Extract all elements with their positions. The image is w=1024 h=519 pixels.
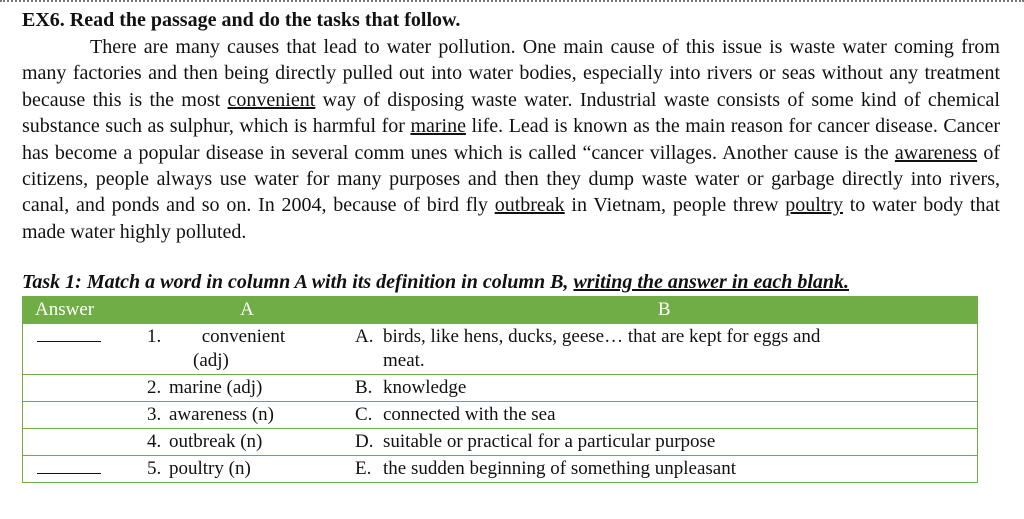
task-instruction-underlined: writing the answer in each blank. — [573, 271, 850, 293]
keyword-marine: marine — [410, 115, 466, 138]
definition-text: connected with the sea — [383, 404, 556, 425]
column-b-cell — [351, 402, 978, 429]
item-word-pos: (adj) — [193, 350, 229, 371]
item-number: 5. — [147, 458, 162, 479]
item-number: 4. — [147, 431, 162, 452]
definition-text: suitable or practical for a particular purpose — [383, 431, 716, 452]
passage-text-3: life. Lead is known as the main reason for cancer disease. Cancer has become a popular disease in several comm unes which is called “cancer villages. Another cause is the — [22, 115, 1000, 164]
answer-blank-5[interactable] — [23, 456, 144, 483]
passage-text-5: in Vietnam, people threw — [564, 194, 786, 217]
table-row — [23, 429, 978, 456]
passage-text-6: to water body that made water highly polluted. — [22, 194, 1000, 243]
definition-letter: C. — [355, 404, 373, 425]
keyword-awareness: awareness — [894, 141, 978, 164]
definition-text: knowledge — [383, 377, 467, 398]
item-number: 2. — [147, 377, 162, 398]
matching-table — [22, 296, 978, 483]
passage-text-1: There are many causes that lead to water pollution. One main cause of this issue is waste water coming from many factories and then being directly pulled out into water bodies, especially into rivers or seas without any treatment because this is the most — [22, 36, 1000, 111]
answer-line[interactable] — [37, 327, 101, 342]
column-b-cell — [351, 375, 978, 402]
item-word: convenient — [201, 326, 286, 347]
task-instruction-text: Task 1: Match a word in column A with its definition in column B, — [22, 271, 574, 293]
definition-text-cont: meat. — [383, 350, 425, 371]
answer-blank-1[interactable] — [23, 324, 144, 375]
item-word: outbreak (n) — [169, 431, 263, 452]
task-instruction — [22, 270, 849, 294]
definition-letter: B. — [355, 377, 373, 398]
top-dotted-rule — [0, 0, 1024, 2]
header-column-b: B — [351, 297, 978, 324]
table-row — [23, 324, 978, 375]
definition-text: the sudden beginning of something unpleasant — [383, 458, 737, 479]
passage-text-4: of citizens, people always use water for many purposes and then they dump waste water or garbage directly into rivers, canal, and ponds and so on. In 2004, because of bird fly — [22, 141, 1000, 217]
column-a-cell — [143, 402, 351, 429]
column-a-cell — [143, 375, 351, 402]
table-row — [23, 402, 978, 429]
header-answer: Answer — [23, 297, 144, 324]
answer-line[interactable] — [37, 459, 101, 474]
reading-passage — [22, 34, 1000, 245]
item-number: 3. — [147, 404, 162, 425]
keyword-poultry: poultry — [785, 194, 843, 217]
definition-text: birds, like hens, ducks, geese… that are kept for eggs and — [383, 326, 821, 347]
column-b-cell — [351, 456, 978, 483]
table-row — [23, 375, 978, 402]
item-number: 1. — [147, 326, 162, 347]
column-a-cell — [143, 456, 351, 483]
column-b-cell — [351, 429, 978, 456]
definition-letter: A. — [355, 326, 374, 347]
exercise-title: EX6. Read the passage and do the tasks that follow. — [22, 9, 461, 31]
passage-text-2: way of disposing waste water. Industrial waste consists of some kind of chemical substance such as sulphur, which is harmful for — [22, 88, 1000, 138]
item-word: marine (adj) — [169, 377, 263, 398]
definition-letter: D. — [355, 431, 374, 452]
item-word: poultry (n) — [169, 458, 251, 479]
table-header-row — [23, 297, 978, 324]
keyword-outbreak: outbreak — [494, 194, 565, 217]
definition-letter: E. — [355, 458, 372, 479]
item-word: awareness (n) — [169, 404, 274, 425]
answer-blank-3[interactable] — [23, 402, 144, 429]
header-column-a: A — [143, 297, 351, 324]
keyword-convenient: convenient — [227, 88, 316, 111]
answer-blank-2[interactable] — [23, 375, 144, 402]
answer-blank-4[interactable] — [23, 429, 144, 456]
column-a-cell — [143, 429, 351, 456]
table-row — [23, 456, 978, 483]
column-a-cell — [143, 324, 351, 375]
column-b-cell — [351, 324, 978, 375]
